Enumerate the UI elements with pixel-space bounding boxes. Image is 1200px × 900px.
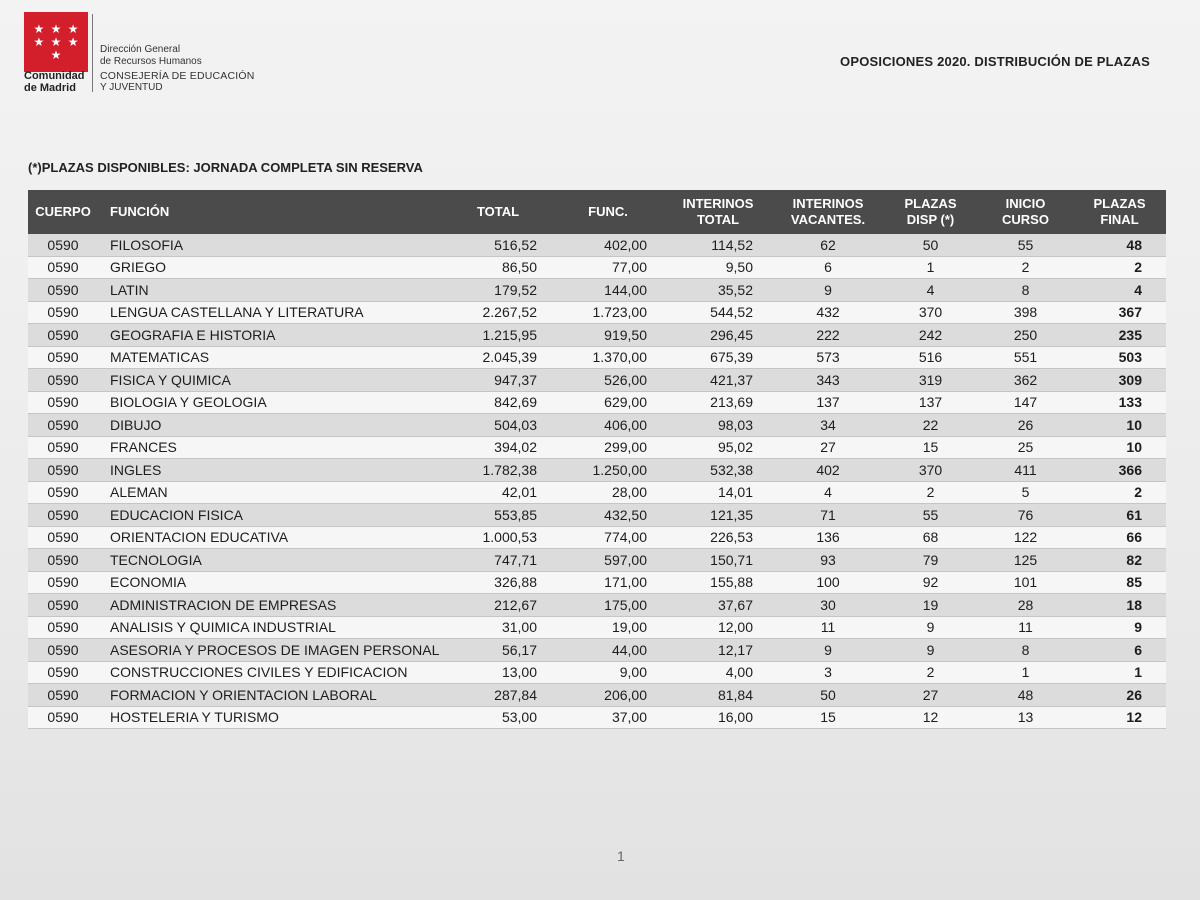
org-line2: de Recursos Humanos xyxy=(100,56,202,67)
cell-inicio-curso: 2 xyxy=(1021,259,1030,276)
cell-funcion: DIBUJO xyxy=(110,416,162,433)
cell-func: 37,00 xyxy=(611,709,647,726)
cell-cuerpo: 0590 xyxy=(47,506,79,523)
cell-cuerpo: 0590 xyxy=(47,551,79,568)
cell-inicio-curso: 122 xyxy=(1013,529,1038,546)
cell-inicio-curso: 147 xyxy=(1013,394,1038,411)
cell-interinos-vacantes: 11 xyxy=(820,619,836,636)
cell-interinos-vacantes: 93 xyxy=(820,551,836,568)
cell-plazas-final: 66 xyxy=(1126,529,1142,546)
cell-total: 842,69 xyxy=(494,394,537,411)
cell-func: 1.250,00 xyxy=(592,461,647,478)
cell-interinos-total: 9,50 xyxy=(725,259,753,276)
cell-plazas-disp: 1 xyxy=(926,259,935,276)
cell-total: 2.267,52 xyxy=(482,304,537,321)
cell-interinos-vacantes: 50 xyxy=(820,686,836,703)
cell-func: 9,00 xyxy=(619,664,647,681)
cell-func: 1.723,00 xyxy=(592,304,647,321)
cell-plazas-final: 10 xyxy=(1126,416,1142,433)
table-row xyxy=(28,257,1166,280)
cell-interinos-vacantes: 4 xyxy=(824,484,832,501)
cell-interinos-vacantes: 30 xyxy=(820,596,836,613)
table-row xyxy=(28,684,1166,707)
cell-funcion: FRANCES xyxy=(110,439,177,456)
cell-func: 175,00 xyxy=(604,596,647,613)
star-icon: ★ xyxy=(50,21,62,36)
cell-funcion: EDUCACION FISICA xyxy=(110,506,244,523)
table-subtitle: (*)PLAZAS DISPONIBLES: JORNADA COMPLETA SIN RESERVA xyxy=(28,160,423,175)
cell-plazas-disp: 319 xyxy=(918,371,943,388)
table-row xyxy=(28,662,1166,685)
cell-funcion: FISICA Y QUIMICA xyxy=(110,371,231,388)
table-row xyxy=(28,302,1166,325)
cell-plazas-disp: 15 xyxy=(922,439,939,456)
distribution-table xyxy=(28,190,1166,729)
cell-cuerpo: 0590 xyxy=(47,619,79,636)
cell-total: 747,71 xyxy=(494,551,537,568)
cell-interinos-total: 155,88 xyxy=(710,574,753,591)
cell-plazas-final: 9 xyxy=(1134,619,1142,636)
cell-func: 629,00 xyxy=(604,394,647,411)
cell-plazas-disp: 27 xyxy=(922,686,939,703)
cell-plazas-final: 48 xyxy=(1126,236,1142,253)
cell-plazas-disp: 92 xyxy=(922,574,939,591)
cell-cuerpo: 0590 xyxy=(47,529,79,546)
cell-cuerpo: 0590 xyxy=(47,326,79,343)
cell-interinos-vacantes: 71 xyxy=(820,506,836,523)
table-row xyxy=(28,482,1166,505)
cell-plazas-final: 366 xyxy=(1118,461,1142,478)
cell-func: 774,00 xyxy=(604,529,647,546)
cell-interinos-total: 35,52 xyxy=(717,281,753,298)
header-func: FUNC. xyxy=(588,204,628,219)
header-inicio-curso xyxy=(978,196,1073,228)
cell-total: 212,67 xyxy=(494,596,537,613)
cell-inicio-curso: 25 xyxy=(1017,439,1034,456)
cell-func: 432,50 xyxy=(604,506,647,523)
header-interinos-total-line1: INTERINOS xyxy=(682,196,754,211)
cell-total: 179,52 xyxy=(494,281,537,298)
cell-total: 287,84 xyxy=(494,686,537,703)
cell-interinos-vacantes: 15 xyxy=(820,709,836,726)
cell-funcion: ECONOMIA xyxy=(110,574,187,591)
cell-func: 28,00 xyxy=(611,484,647,501)
cell-interinos-total: 14,01 xyxy=(717,484,753,501)
cell-interinos-vacantes: 27 xyxy=(820,439,836,456)
table-row xyxy=(28,234,1166,257)
cell-inicio-curso: 11 xyxy=(1018,619,1033,636)
cell-plazas-final: 133 xyxy=(1118,394,1142,411)
cell-func: 144,00 xyxy=(604,281,647,298)
star-icon: ★ xyxy=(67,21,79,36)
logo-text-line1: Comunidad xyxy=(24,70,85,82)
cell-plazas-disp: 9 xyxy=(926,641,935,658)
cell-plazas-disp: 19 xyxy=(922,596,939,613)
cell-funcion: GRIEGO xyxy=(110,259,167,276)
organization-block xyxy=(100,44,255,94)
header-plazas-disp-line2: DISP (*) xyxy=(906,212,955,227)
cell-plazas-final: 309 xyxy=(1118,371,1142,388)
header-plazas-final xyxy=(1073,196,1166,228)
cell-interinos-total: 121,35 xyxy=(710,506,753,523)
star-icon: ★ xyxy=(33,34,45,49)
cell-funcion: ASESORIA Y PROCESOS DE IMAGEN PERSONAL xyxy=(110,641,440,658)
header-total: TOTAL xyxy=(476,204,520,219)
org-line1: Dirección General xyxy=(100,44,181,55)
dept-line2: Y JUVENTUD xyxy=(100,82,163,93)
table-row xyxy=(28,324,1166,347)
cell-total: 1.782,38 xyxy=(482,461,537,478)
cell-interinos-total: 150,71 xyxy=(710,551,753,568)
cell-interinos-total: 16,00 xyxy=(717,709,753,726)
cell-inicio-curso: 125 xyxy=(1013,551,1038,568)
cell-plazas-final: 26 xyxy=(1126,686,1142,703)
logo-text-line2: de Madrid xyxy=(24,82,76,94)
logo-text xyxy=(24,70,94,94)
cell-cuerpo: 0590 xyxy=(47,686,79,703)
cell-func: 526,00 xyxy=(604,371,647,388)
cell-inicio-curso: 551 xyxy=(1013,349,1038,366)
cell-plazas-final: 367 xyxy=(1118,304,1142,321)
cell-cuerpo: 0590 xyxy=(47,394,79,411)
cell-total: 947,37 xyxy=(494,371,537,388)
cell-interinos-total: 114,52 xyxy=(711,236,753,253)
cell-interinos-total: 95,02 xyxy=(717,439,753,456)
cell-func: 402,00 xyxy=(604,236,647,253)
cell-cuerpo: 0590 xyxy=(47,259,79,276)
table-row xyxy=(28,459,1166,482)
cell-funcion: LATIN xyxy=(110,281,149,298)
cell-interinos-total: 81,84 xyxy=(717,686,753,703)
cell-inicio-curso: 411 xyxy=(1014,461,1037,478)
star-icon: ★ xyxy=(67,34,79,49)
table-body xyxy=(28,234,1166,729)
cell-cuerpo: 0590 xyxy=(47,574,79,591)
cell-plazas-final: 85 xyxy=(1126,574,1142,591)
cell-interinos-vacantes: 3 xyxy=(824,664,832,681)
page-number: 1 xyxy=(617,848,625,864)
cell-cuerpo: 0590 xyxy=(47,416,79,433)
cell-total: 13,00 xyxy=(501,664,537,681)
table-row xyxy=(28,392,1166,415)
header-plazas-disp xyxy=(883,196,978,228)
cell-inicio-curso: 48 xyxy=(1017,686,1034,703)
cell-plazas-final: 4 xyxy=(1134,281,1142,298)
cell-funcion: FORMACION Y ORIENTACION LABORAL xyxy=(110,686,377,703)
cell-func: 171,00 xyxy=(604,574,647,591)
cell-cuerpo: 0590 xyxy=(47,304,79,321)
cell-plazas-final: 10 xyxy=(1126,439,1142,456)
cell-total: 1.215,95 xyxy=(482,326,537,343)
cell-plazas-disp: 68 xyxy=(922,529,939,546)
cell-interinos-vacantes: 62 xyxy=(820,236,836,253)
cell-inicio-curso: 5 xyxy=(1021,484,1030,501)
cell-total: 53,00 xyxy=(501,709,537,726)
cell-func: 206,00 xyxy=(604,686,647,703)
cell-total: 394,02 xyxy=(494,439,537,456)
cell-cuerpo: 0590 xyxy=(47,641,79,658)
cell-plazas-disp: 4 xyxy=(926,281,935,298)
document-title: OPOSICIONES 2020. DISTRIBUCIÓN DE PLAZAS xyxy=(840,54,1150,69)
cell-plazas-final: 1 xyxy=(1134,664,1142,681)
cell-plazas-final: 2 xyxy=(1134,484,1142,501)
cell-inicio-curso: 55 xyxy=(1017,236,1034,253)
cell-total: 42,01 xyxy=(501,484,537,501)
cell-interinos-vacantes: 9 xyxy=(824,641,832,658)
cell-total: 56,17 xyxy=(501,641,537,658)
cell-interinos-vacantes: 34 xyxy=(820,416,836,433)
table-row xyxy=(28,279,1166,302)
cell-inicio-curso: 8 xyxy=(1021,641,1030,658)
cell-interinos-total: 213,69 xyxy=(710,394,753,411)
cell-cuerpo: 0590 xyxy=(47,709,79,726)
cell-funcion: ADMINISTRACION DE EMPRESAS xyxy=(110,596,337,613)
cell-plazas-disp: 2 xyxy=(926,484,935,501)
cell-total: 2.045,39 xyxy=(482,349,537,366)
cell-interinos-vacantes: 573 xyxy=(816,349,840,366)
cell-plazas-disp: 9 xyxy=(926,619,935,636)
dept-line1: CONSEJERÍA DE EDUCACIÓN xyxy=(100,70,255,82)
cell-cuerpo: 0590 xyxy=(47,461,79,478)
table-row xyxy=(28,639,1166,662)
cell-plazas-final: 6 xyxy=(1134,641,1142,658)
cell-plazas-disp: 370 xyxy=(918,461,943,478)
cell-func: 1.370,00 xyxy=(592,349,647,366)
cell-plazas-disp: 370 xyxy=(918,304,943,321)
star-icon: ★ xyxy=(50,34,62,49)
cell-inicio-curso: 8 xyxy=(1021,281,1030,298)
table-row xyxy=(28,707,1166,730)
cell-interinos-total: 675,39 xyxy=(710,349,753,366)
star-icon: ★ xyxy=(33,21,45,36)
cell-cuerpo: 0590 xyxy=(47,349,79,366)
cell-plazas-final: 82 xyxy=(1126,551,1142,568)
cell-inicio-curso: 1 xyxy=(1021,664,1030,681)
cell-plazas-final: 18 xyxy=(1126,596,1142,613)
cell-cuerpo: 0590 xyxy=(47,439,79,456)
cell-inicio-curso: 398 xyxy=(1013,304,1038,321)
cell-cuerpo: 0590 xyxy=(47,281,79,298)
header-plazas-final-line1: PLAZAS xyxy=(1093,196,1146,211)
header-interinos-vacantes-line1: INTERINOS xyxy=(792,196,864,211)
cell-funcion: TECNOLOGIA xyxy=(110,551,202,568)
cell-inicio-curso: 28 xyxy=(1017,596,1034,613)
cell-inicio-curso: 101 xyxy=(1013,574,1038,591)
cell-plazas-final: 503 xyxy=(1118,349,1142,366)
header-plazas-disp-line1: PLAZAS xyxy=(904,196,957,211)
table-header xyxy=(28,190,1166,234)
cell-funcion: MATEMATICAS xyxy=(110,349,210,366)
cell-plazas-disp: 12 xyxy=(922,709,939,726)
cell-plazas-disp: 2 xyxy=(926,664,935,681)
cell-func: 919,50 xyxy=(604,326,647,343)
logo-divider xyxy=(92,14,93,92)
table-row xyxy=(28,617,1166,640)
cell-interinos-vacantes: 432 xyxy=(816,304,840,321)
header-inicio-curso-line1: INICIO xyxy=(1005,196,1046,211)
header-interinos-total-line2: TOTAL xyxy=(696,212,740,227)
cell-funcion: ANALISIS Y QUIMICA INDUSTRIAL xyxy=(110,619,336,636)
cell-interinos-total: 37,67 xyxy=(717,596,753,613)
table-row xyxy=(28,504,1166,527)
cell-interinos-vacantes: 222 xyxy=(816,326,840,343)
header-interinos-vacantes xyxy=(773,196,883,228)
cell-plazas-disp: 516 xyxy=(918,349,943,366)
cell-inicio-curso: 13 xyxy=(1017,709,1034,726)
table-row xyxy=(28,549,1166,572)
cell-interinos-vacantes: 137 xyxy=(816,394,840,411)
cell-func: 44,00 xyxy=(611,641,647,658)
cell-interinos-total: 4,00 xyxy=(725,664,753,681)
cell-total: 504,03 xyxy=(494,416,537,433)
cell-func: 19,00 xyxy=(611,619,647,636)
cell-cuerpo: 0590 xyxy=(47,371,79,388)
cell-cuerpo: 0590 xyxy=(47,596,79,613)
star-icon: ★ xyxy=(50,47,62,62)
cell-plazas-disp: 242 xyxy=(918,326,943,343)
cell-funcion: CONSTRUCCIONES CIVILES Y EDIFICACION xyxy=(110,664,408,681)
cell-plazas-disp: 22 xyxy=(922,416,939,433)
cell-func: 299,00 xyxy=(604,439,647,456)
table-row xyxy=(28,437,1166,460)
cell-funcion: HOSTELERIA Y TURISMO xyxy=(110,709,279,726)
cell-interinos-vacantes: 9 xyxy=(824,281,832,298)
header-interinos-total xyxy=(663,196,773,228)
cell-inicio-curso: 250 xyxy=(1013,326,1038,343)
table-row xyxy=(28,414,1166,437)
cell-funcion: LENGUA CASTELLANA Y LITERATURA xyxy=(110,304,364,321)
comunidad-madrid-logo xyxy=(24,12,88,72)
header-cuerpo: CUERPO xyxy=(35,204,91,219)
header-plazas-final-line2: FINAL xyxy=(1100,212,1139,227)
cell-funcion: GEOGRAFIA E HISTORIA xyxy=(110,326,276,343)
cell-interinos-vacantes: 136 xyxy=(816,529,840,546)
cell-interinos-total: 296,45 xyxy=(710,326,753,343)
cell-inicio-curso: 362 xyxy=(1013,371,1038,388)
cell-interinos-total: 226,53 xyxy=(710,529,753,546)
cell-interinos-total: 532,38 xyxy=(710,461,753,478)
cell-total: 31,00 xyxy=(501,619,537,636)
header-inicio-curso-line2: CURSO xyxy=(1002,212,1049,227)
table-row xyxy=(28,369,1166,392)
cell-plazas-disp: 137 xyxy=(918,394,943,411)
cell-func: 77,00 xyxy=(611,259,647,276)
cell-plazas-final: 61 xyxy=(1126,506,1142,523)
cell-plazas-final: 2 xyxy=(1134,259,1142,276)
cell-funcion: BIOLOGIA Y GEOLOGIA xyxy=(110,394,267,411)
cell-inicio-curso: 76 xyxy=(1017,506,1034,523)
cell-plazas-disp: 55 xyxy=(922,506,939,523)
cell-plazas-final: 12 xyxy=(1126,709,1142,726)
cell-total: 1.000,53 xyxy=(482,529,537,546)
cell-func: 597,00 xyxy=(604,551,647,568)
cell-funcion: ORIENTACION EDUCATIVA xyxy=(110,529,289,546)
header-interinos-vacantes-line2: VACANTES. xyxy=(790,212,866,227)
table-row xyxy=(28,527,1166,550)
table-row xyxy=(28,572,1166,595)
cell-total: 86,50 xyxy=(501,259,537,276)
cell-cuerpo: 0590 xyxy=(47,664,79,681)
cell-funcion: INGLES xyxy=(110,461,162,478)
cell-interinos-total: 12,00 xyxy=(717,619,753,636)
cell-plazas-disp: 50 xyxy=(922,236,939,253)
cell-interinos-total: 421,37 xyxy=(710,371,753,388)
header-funcion: FUNCIÓN xyxy=(110,204,170,219)
cell-interinos-total: 12,17 xyxy=(717,641,753,658)
cell-cuerpo: 0590 xyxy=(47,236,79,253)
cell-funcion: ALEMAN xyxy=(110,484,168,501)
cell-interinos-total: 544,52 xyxy=(710,304,753,321)
cell-inicio-curso: 26 xyxy=(1017,416,1034,433)
cell-interinos-vacantes: 402 xyxy=(816,461,840,478)
cell-plazas-disp: 79 xyxy=(922,551,939,568)
table-row xyxy=(28,594,1166,617)
cell-interinos-total: 98,03 xyxy=(717,416,753,433)
cell-total: 553,85 xyxy=(494,506,537,523)
cell-total: 516,52 xyxy=(494,236,537,253)
cell-interinos-vacantes: 100 xyxy=(816,574,840,591)
cell-func: 406,00 xyxy=(604,416,647,433)
cell-total: 326,88 xyxy=(494,574,537,591)
cell-interinos-vacantes: 343 xyxy=(816,371,840,388)
cell-interinos-vacantes: 6 xyxy=(824,259,832,276)
cell-funcion: FILOSOFIA xyxy=(110,236,184,253)
cell-plazas-final: 235 xyxy=(1118,326,1142,343)
cell-cuerpo: 0590 xyxy=(47,484,79,501)
table-row xyxy=(28,347,1166,370)
